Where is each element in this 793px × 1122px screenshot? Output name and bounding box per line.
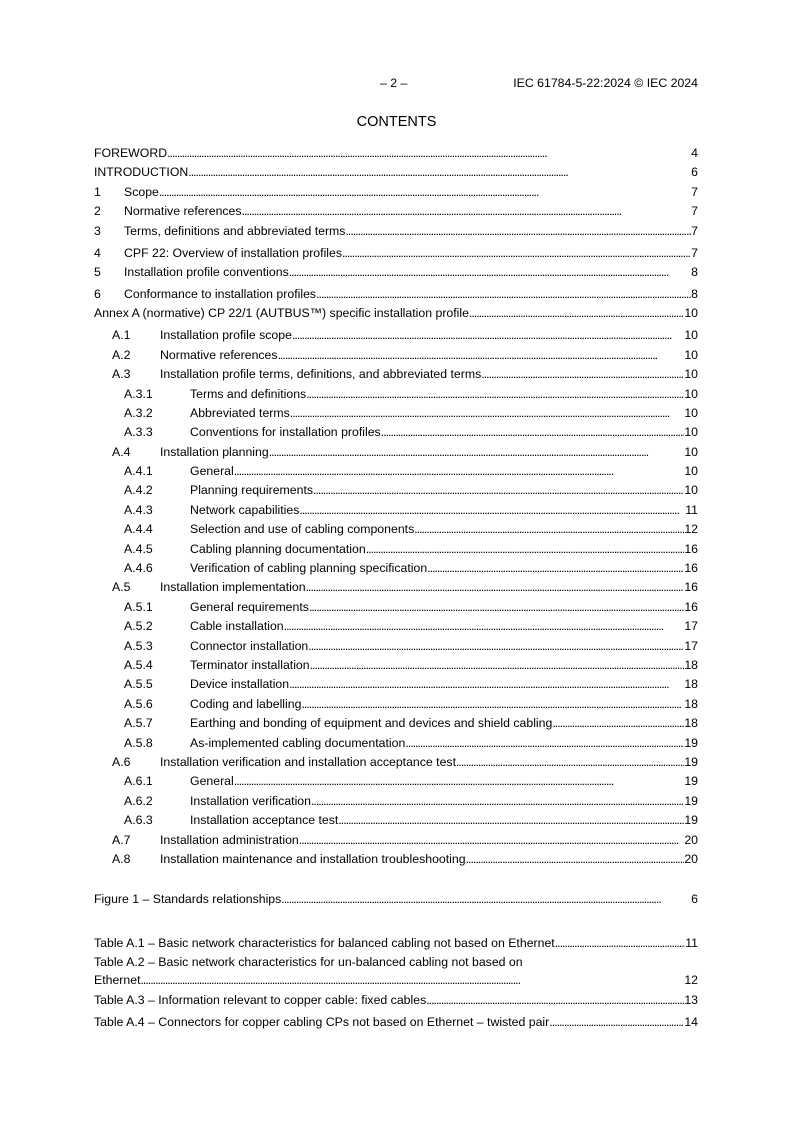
toc-entry-a5-5[interactable]: A.5.5 Device installation . . . 18 (94, 677, 698, 696)
toc-entry-introduction[interactable]: INTRODUCTION . . . 6 (94, 165, 698, 184)
toc-entry-a3-1[interactable]: A.3.1 Terms and definitions . . . 10 (94, 387, 698, 406)
toc-entry-a5-1[interactable]: A.5.1 General requirements . . . 16 (94, 600, 698, 619)
table-of-contents (94, 146, 698, 1034)
toc-entry-a4-6[interactable]: A.4.6 Verification of cabling planning specification . . . 16 (94, 561, 698, 580)
toc-entry-a4-4[interactable]: A.4.4 Selection and use of cabling components . . . 12 (94, 522, 698, 541)
toc-entry-conformance[interactable]: 6 Conformance to installation profiles . . . 8 (94, 287, 698, 306)
toc-entry-annex-a[interactable]: Annex A (normative) CP 22/1 (AUTBUS™) specific installation profile . . . 10 (94, 306, 698, 328)
toc-entry-a4-5[interactable]: A.4.5 Cabling planning documentation . . . 16 (94, 542, 698, 561)
toc-entry-a8[interactable]: A.8 Installation maintenance and installation troubleshooting . . . 20 (94, 852, 698, 871)
table-entry-a1[interactable]: Table A.1 – Basic network characteristics for balanced cabling not based on Ethernet . . . 11 (94, 936, 698, 955)
toc-entry-a6-3[interactable]: A.6.3 Installation acceptance test . . . 19 (94, 813, 698, 832)
toc-entry-a3-3[interactable]: A.3.3 Conventions for installation profiles . . . 10 (94, 425, 698, 444)
toc-entry-a5-3[interactable]: A.5.3 Connector installation . . . 17 (94, 639, 698, 658)
toc-entry-a5-2[interactable]: A.5.2 Cable installation . . . 17 (94, 619, 698, 638)
page-title: CONTENTS (356, 114, 437, 130)
page-header (380, 76, 698, 92)
figure-entry-1[interactable]: Figure 1 – Standards relationships . . . 6 (94, 892, 698, 911)
toc-entry-a5-7[interactable]: A.5.7 Earthing and bonding of equipment and devices and shield cabling . . . 18 (94, 716, 698, 735)
toc-entry-a3-2[interactable]: A.3.2 Abbreviated terms . . . 10 (94, 406, 698, 425)
toc-entry-a6-2[interactable]: A.6.2 Installation verification . . . 19 (94, 794, 698, 813)
toc-entry-scope[interactable]: 1 Scope . . . 7 (94, 185, 698, 204)
toc-entry-a6-1[interactable]: A.6.1 General . . . 19 (94, 774, 698, 793)
table-entry-a4[interactable]: Table A.4 – Connectors for copper cabling CPs not based on Ethernet – twisted pair . . . 14 (94, 1015, 698, 1034)
toc-entry-a4-3[interactable]: A.4.3 Network capabilities . . . 11 (94, 503, 698, 522)
toc-entry-profile-conventions[interactable]: 5 Installation profile conventions . . . 8 (94, 265, 698, 287)
toc-entry-foreword[interactable]: FOREWORD . . . 4 (94, 146, 698, 165)
table-entry-a2[interactable]: Table A.2 – Basic network characteristics for un-balanced cabling not based on Ethernet . . . 12 (94, 955, 698, 993)
page-number: – 2 – (380, 76, 408, 90)
toc-entry-a2[interactable]: A.2 Normative references . . . 10 (94, 348, 698, 367)
table-entry-a3[interactable]: Table A.3 – Information relevant to copper cable: fixed cables . . . 13 (94, 993, 698, 1015)
toc-entry-a4-1[interactable]: A.4.1 General . . . 10 (94, 464, 698, 483)
toc-entry-normative-references[interactable]: 2 Normative references . . . 7 (94, 204, 698, 223)
toc-entry-a5[interactable]: A.5 Installation implementation . . . 16 (94, 580, 698, 599)
toc-entry-a1[interactable]: A.1 Installation profile scope . . . 10 (94, 328, 698, 347)
toc-entry-a5-8[interactable]: A.5.8 As-implemented cabling documentation . . . 19 (94, 736, 698, 755)
document-id: IEC 61784-5-22:2024 © IEC 2024 (513, 76, 698, 90)
toc-entry-a7[interactable]: A.7 Installation administration . . . 20 (94, 833, 698, 852)
toc-entry-a4[interactable]: A.4 Installation planning . . . 10 (94, 445, 698, 464)
toc-entry-a5-4[interactable]: A.5.4 Terminator installation . . . 18 (94, 658, 698, 677)
toc-entry-a5-6[interactable]: A.5.6 Coding and labelling . . . 18 (94, 697, 698, 716)
toc-entry-cpf-overview[interactable]: 4 CPF 22: Overview of installation profiles . . . 7 (94, 246, 698, 265)
toc-entry-a6[interactable]: A.6 Installation verification and installation acceptance test . . . 19 (94, 755, 698, 774)
toc-entry-terms[interactable]: 3 Terms, definitions and abbreviated terms . . . 7 (94, 224, 698, 246)
toc-entry-a3[interactable]: A.3 Installation profile terms, definitions, and abbreviated terms . . . 10 (94, 367, 698, 386)
toc-entry-a4-2[interactable]: A.4.2 Planning requirements . . . 10 (94, 483, 698, 502)
